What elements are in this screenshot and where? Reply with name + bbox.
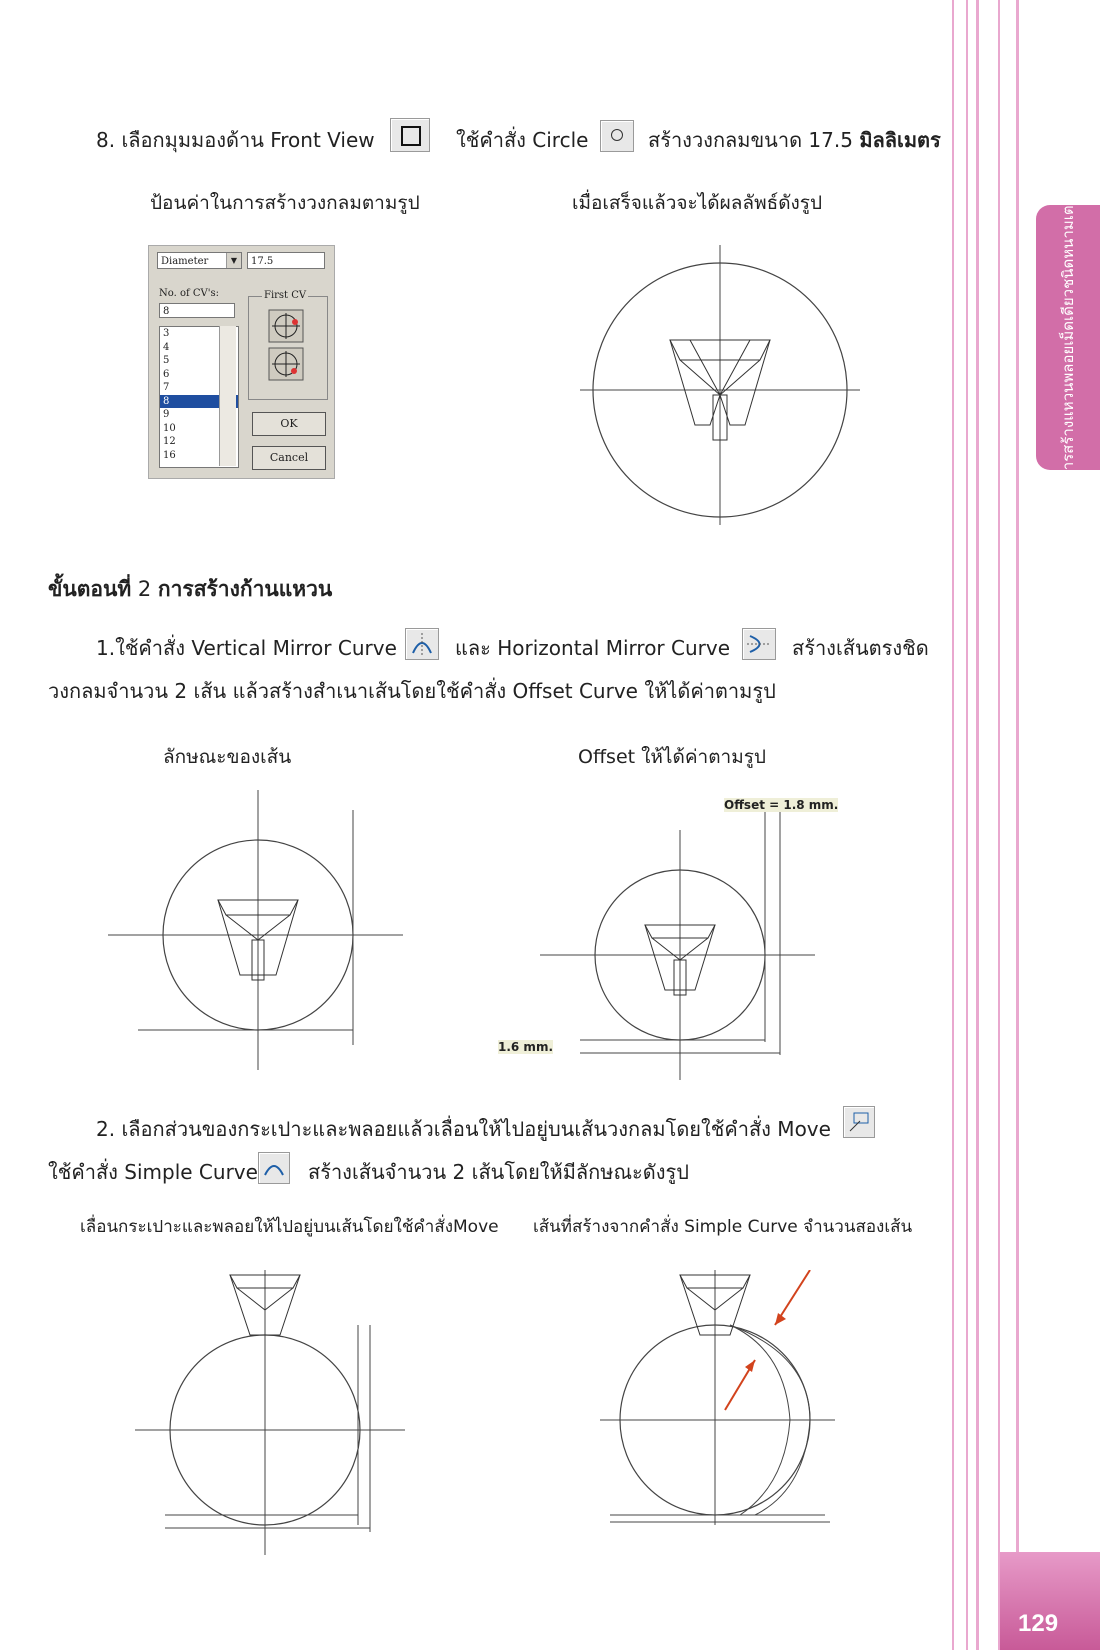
section2-heading: ขั้นตอนที่ 2 การสร้างก้านแหวน: [48, 577, 333, 601]
chevron-down-icon: ▼: [226, 253, 241, 268]
list-item[interactable]: 6: [163, 368, 170, 380]
list-item[interactable]: 5: [163, 355, 170, 366]
margin-line: [976, 0, 979, 1650]
step8-prefix: 8. เลือกมุมมองด้าน Front View: [96, 128, 375, 152]
move-icon: [843, 1106, 875, 1138]
circle-result-figure: [570, 245, 870, 525]
margin-line: [952, 0, 954, 1650]
caption-3: ลักษณะของเส้น: [163, 746, 292, 768]
step8-bold-unit: มิลลิเมตร: [859, 128, 941, 152]
cv-count-input[interactable]: 8: [159, 303, 235, 318]
first-cv-icons[interactable]: [267, 308, 307, 388]
para2-b: ใช้คำสั่ง Simple Curve: [48, 1160, 258, 1184]
cv-label: No. of CV's:: [159, 288, 219, 299]
move-figure: [130, 1270, 410, 1555]
diameter-dropdown[interactable]: Diameter ▼: [157, 252, 242, 269]
list-item[interactable]: 3: [163, 328, 170, 339]
line-shape-figure: [108, 790, 408, 1070]
page-number: 129: [1018, 1610, 1059, 1637]
horizontal-mirror-icon: [742, 628, 776, 660]
caption-5: เลื่อนกระเปาะและพลอยให้ไปอยู่บนเส้นโดยใช้คำสั่งMove: [80, 1217, 499, 1237]
margin-line: [1016, 0, 1019, 1650]
list-item[interactable]: 12: [163, 436, 176, 447]
vertical-mirror-icon: [405, 628, 439, 660]
list-item[interactable]: 4: [163, 341, 170, 353]
simple-curve-figure: [600, 1270, 860, 1530]
para2-a: 2. เลือกส่วนของกระเปาะและพลอยแล้วเลื่อนให้ไปอยู่บนเส้นวงกลมโดยใช้คำสั่ง Move: [96, 1117, 831, 1141]
offset-top-label: Offset = 1.8 mm.: [724, 798, 839, 812]
caption-4: Offset ให้ได้ค่าตามรูป: [578, 746, 766, 768]
chapter-tab: [1036, 196, 1100, 479]
circle-icon: [600, 120, 634, 152]
list-item[interactable]: 10: [163, 422, 176, 434]
margin-line: [966, 0, 968, 1650]
para1-a: 1.ใช้คำสั่ง Vertical Mirror Curve: [96, 636, 397, 660]
step8-mid: ใช้คำสั่ง Circle: [456, 128, 589, 152]
simple-curve-icon: [258, 1152, 290, 1184]
front-view-icon: [390, 118, 430, 152]
list-item[interactable]: 9: [163, 409, 170, 420]
list-scrollbar[interactable]: [219, 326, 236, 466]
chapter-tab-label: การสร้างแหวนพลอยเม็ดเดียวชนิดหนามเตย: [1059, 196, 1077, 479]
step8-suffix: สร้างวงกลมขนาด 17.5 มิลลิเมตร: [648, 128, 941, 152]
offset-figure: [540, 810, 840, 1090]
diameter-input[interactable]: 17.5: [247, 252, 325, 269]
para1-c: สร้างเส้นตรงชิด: [792, 636, 929, 660]
caption-1: ป้อนค่าในการสร้างวงกลมตามรูป: [150, 192, 420, 214]
caption-2: เมื่อเสร็จแล้วจะได้ผลลัพธ์ดังรูป: [572, 192, 823, 214]
para2-c: สร้างเส้นจำนวน 2 เส้นโดยให้มีลักษณะดังรูป: [308, 1160, 689, 1184]
first-cv-label: First CV: [264, 290, 307, 301]
offset-bottom-label: 1.6 mm.: [498, 1040, 554, 1054]
list-item-selected[interactable]: 8: [160, 395, 238, 409]
caption-6: เส้นที่สร้างจากคำสั่ง Simple Curve จำนวนสองเส้น: [533, 1217, 913, 1237]
ok-button[interactable]: OK: [252, 412, 326, 436]
cancel-button[interactable]: Cancel: [252, 446, 326, 470]
page-number-box: [1000, 1552, 1100, 1650]
para1-b: และ Horizontal Mirror Curve: [455, 636, 731, 660]
list-item[interactable]: 16: [163, 449, 176, 461]
circle-dialog: [148, 245, 335, 479]
para1-line2: วงกลมจำนวน 2 เส้น แล้วสร้างสำเนาเส้นโดยใช้คำสั่ง Offset Curve ให้ได้ค่าตามรูป: [48, 679, 776, 703]
list-item[interactable]: 7: [163, 382, 170, 393]
margin-line: [998, 0, 1000, 1650]
